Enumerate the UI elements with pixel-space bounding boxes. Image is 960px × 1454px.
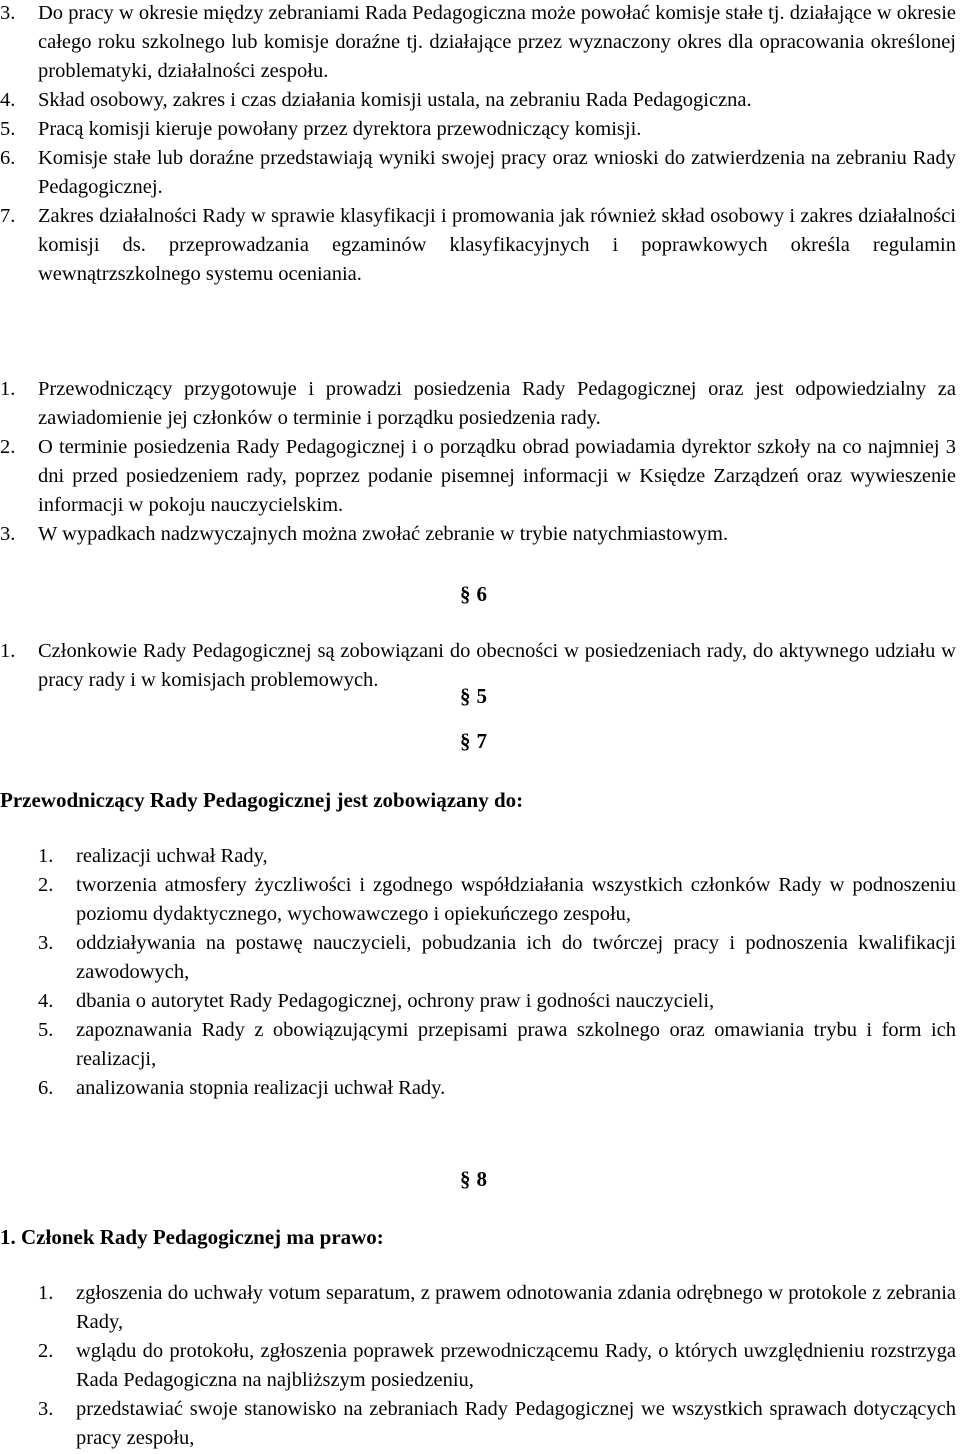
section-4-continuation	[0, 0, 956, 289]
list-item: 2. tworzenia atmosfery życzliwości i zgodnego współdziałania wszystkich członków Rady w podnoszeniu poziomu dydaktycznego, wychowawczego i opiekuńczego zespołu,	[38, 874, 956, 925]
list-item: 1. realizacji uchwał Rady,	[38, 845, 268, 867]
list-item: 6. analizowania stopnia realizacji uchwał Rady.	[38, 1077, 446, 1099]
section-6-list	[0, 637, 956, 695]
list-item: 1. Członkowie Rady Pedagogicznej są zobowiązani do obecności w posiedzeniach rady, do aktywnego udziału w pracy rady i w komisjach problemowych.	[0, 640, 956, 691]
list-item: 3. przedstawiać swoje stanowisko na zebraniach Rady Pedagogicznej we wszystkich sprawach dotyczących pracy zespołu,	[38, 1398, 956, 1449]
list-item: 3. oddziaływania na postawę nauczycieli, pobudzania ich do twórczej pracy i podnoszenia kwalifikacji zawodowych,	[38, 932, 956, 983]
list-item: 5. Pracą komisji kieruje powołany przez dyrektora przewodniczący komisji.	[0, 118, 642, 140]
list-item: 2. O terminie posiedzenia Rady Pedagogicznej i o porządku obrad powiadamia dyrektor szkoły na co najmniej 3 dni przed posiedzeniem rady, poprzez podanie pisemnej informacji w Księdze Zarządzeń oraz wywieszenie informacji w pokoju nauczycielskim.	[0, 436, 956, 516]
section-7-list	[0, 842, 956, 1103]
list-item: 1. zgłoszenia do uchwały votum separatum, z prawem odnotowania zdania odrębnego w protokole z zebrania Rady,	[38, 1282, 956, 1333]
list-item: 7. Zakres działalności Rady w sprawie klasyfikacji i promowania jak również skład osobowy i zakres działalności komisji ds. przeprowadzania egzaminów klasyfikacyjnych i poprawkowych określa regulamin wewnątrzszkolnego systemu oceniania.	[0, 205, 956, 285]
section-5-list	[0, 375, 956, 549]
list-item: 4. dbania o autorytet Rady Pedagogicznej, ochrony praw i godności nauczycieli,	[38, 990, 715, 1012]
list-item: 3. W wypadkach nadzwyczajnych można zwołać zebranie w trybie natychmiastowym.	[0, 523, 729, 545]
list-item: 1. Przewodniczący przygotowuje i prowadzi posiedzenia Rady Pedagogicznej oraz jest odpowiedzialny za zawiadomienie jej członków o terminie i porządku posiedzenia rady.	[0, 378, 956, 429]
list-item: 2. wglądu do protokołu, zgłoszenia poprawek przewodniczącemu Rady, o których uwzględnieniu rozstrzyga Rada Pedagogiczna na najbliższym posiedzeniu,	[38, 1340, 956, 1391]
list-item: 3. Do pracy w okresie między zebraniami Rada Pedagogiczna może powołać komisje stałe tj. działające w okresie całego roku szkolnego lub komisje doraźne tj. działające przez wyznaczony okres dla opracowania określonej problematyki, działalności zespołu.	[0, 2, 956, 82]
section-8-title: 1. Członek Rady Pedagogicznej ma prawo:	[0, 1225, 384, 1249]
section-7-heading: § 7	[460, 729, 487, 753]
list-item: 4. Skład osobowy, zakres i czas działania komisji ustala, na zebraniu Rada Pedagogiczna.	[0, 89, 752, 111]
section-8-list	[0, 1279, 956, 1453]
list-item: 5. zapoznawania Rady z obowiązującymi przepisami prawa szkolnego oraz omawiania trybu i form ich realizacji,	[38, 1019, 956, 1070]
section-8-heading: § 8	[460, 1167, 487, 1191]
list-item: 6. Komisje stałe lub doraźne przedstawiają wyniki swojej pracy oraz wnioski do zatwierdzenia na zebraniu Rady Pedagogicznej.	[0, 147, 956, 198]
section-5-heading: § 5	[460, 684, 487, 708]
section-7-title: Przewodniczący Rady Pedagogicznej jest zobowiązany do:	[0, 788, 524, 812]
section-6-heading: § 6	[460, 582, 487, 606]
